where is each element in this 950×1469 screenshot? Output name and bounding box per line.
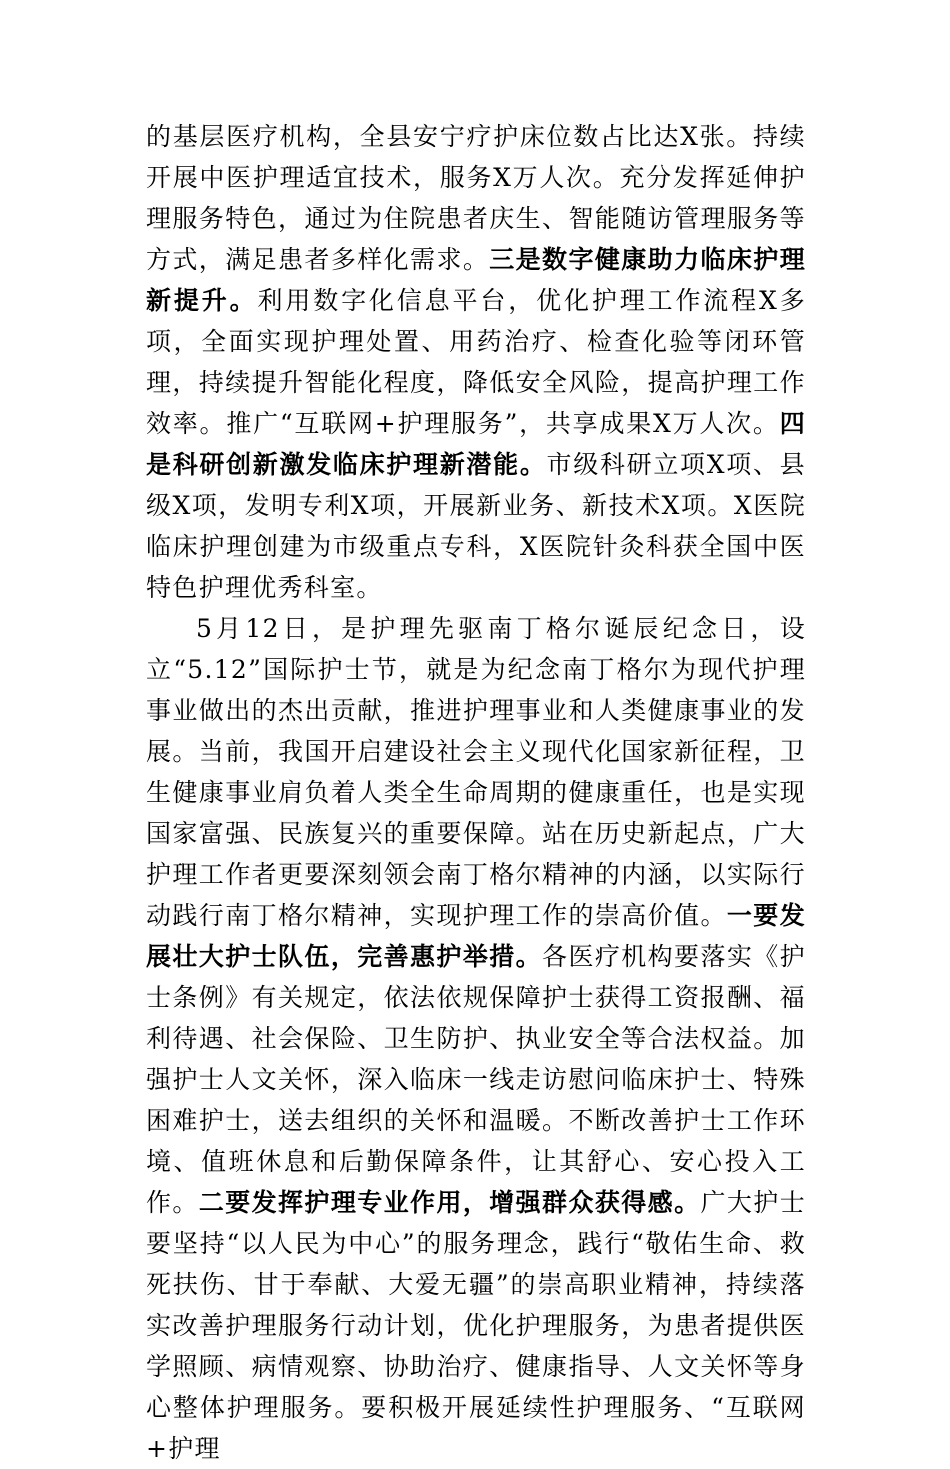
paragraph-text: 5月12日，是护理先驱南丁格尔诞辰纪念日，设立“5.12”国际护士节，就是为纪念南丁格尔为现代护理事业做出的杰出贡献，推进护理事业和人类健康事业的发展。当前，我国开启建设社会主义现代化国家新征程，卫生健康事业肩负着人类全生命周期的健康重任，也是实现国家富强、民族复兴的重要保障。站在历史新起点，广大护理工作者更要深刻领会南丁格尔精神的内涵，以实际行动践行南丁格尔精神，实现护理工作的崇高价值。 [146,614,806,930]
bold-heading-four: 四是科研创新激发临床护理新潜能。 [146,409,806,479]
paragraph-text: 各医疗机构要落实《护士条例》有关规定，依法依规保障护士获得工资报酬、福利待遇、社会保险、卫生防护、执业安全等合法权益。加强护士人文关怀，深入临床一线走访慰问临床护士、特殊困难护士，送去组织的关怀和温暖。不断改善护士工作环境、值班休息和后勤保障条件，让其舒心、安心投入工作。 [146,942,806,1217]
paragraph-1 [146,116,806,608]
paragraph-text: 利用数字化信息平台，优化护理工作流程X多项，全面实现护理处置、用药治疗、检查化验等闭环管理，持续提升智能化程度，降低安全风险，提高护理工作效率。推广“互联网+护理服务”，共享成果X万人次。 [146,286,806,438]
document-body [146,116,806,1469]
bold-heading-two: 二要发挥护理专业作用，增强群众获得感。 [198,1188,701,1217]
paragraph-2 [146,608,806,1469]
paragraph-text: 广大护士要坚持“以人民为中心”的服务理念，践行“敬佑生命、救死扶伤、甘于奉献、大爱无疆”的崇高职业精神，持续落实改善护理服务行动计划，优化护理服务，为患者提供医学照顾、病情观察、协助治疗、健康指导、人文关怀等身心整体护理服务。要积极开展延续性护理服务、“互联网+护理 [146,1188,806,1463]
bold-heading-three: 三是数字健康助力临床护理新提升。 [146,245,806,315]
paragraph-text: 的基层医疗机构，全县安宁疗护床位数占比达X张。持续开展中医护理适宜技术，服务X万人次。充分发挥延伸护理服务特色，通过为住院患者庆生、智能随访管理服务等方式，满足患者多样化需求。 [146,122,806,274]
paragraph-text: 市级科研立项X项、县级X项，发明专利X项，开展新业务、新技术X项。X医院临床护理创建为市级重点专科，X医院针灸科获全国中医特色护理优秀科室。 [146,450,806,602]
bold-heading-one: 一要发展壮大护士队伍，完善惠护举措。 [146,901,806,971]
